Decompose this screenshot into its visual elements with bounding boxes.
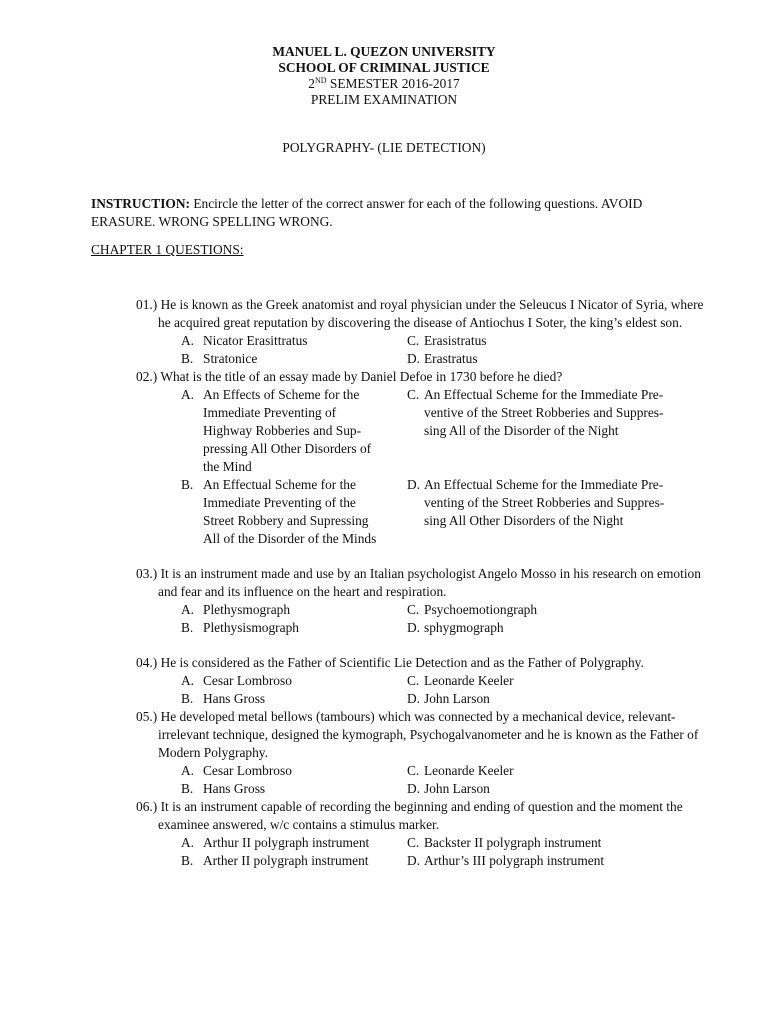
option-letter: D. [407, 781, 421, 796]
option-text: Cesar Lombroso [203, 673, 292, 688]
option-a[interactable] [181, 386, 407, 476]
option-text: John Larson [424, 781, 490, 796]
question-04 [0, 654, 768, 708]
option-letter: A. [181, 763, 195, 778]
question-number: 04.) [136, 655, 158, 670]
option-d[interactable] [407, 476, 687, 548]
semester-number: 2 [308, 76, 315, 91]
option-b[interactable] [181, 476, 407, 548]
option-row [0, 476, 768, 548]
school-name: SCHOOL OF CRIMINAL JUSTICE [278, 60, 490, 75]
option-letter: A. [181, 673, 195, 688]
option-text: Stratonice [203, 351, 258, 366]
question-01 [0, 296, 768, 368]
subject-title: POLYGRAPHY- (LIE DETECTION) [282, 140, 486, 155]
option-d[interactable] [407, 690, 687, 708]
option-text: Erastratus [424, 351, 478, 366]
option-letter: B. [181, 781, 194, 796]
option-c[interactable] [407, 762, 687, 780]
option-letter: C. [407, 763, 420, 778]
option-text: An Effects of Scheme for the Immediate Preventing of Highway Robberies and Sup-pressing All Other Disorders of the Mind [203, 387, 372, 474]
option-a[interactable] [181, 672, 407, 690]
option-b[interactable] [181, 619, 407, 637]
option-text: Erasistratus [424, 333, 487, 348]
option-text: Psychoemotiongraph [424, 602, 538, 617]
question-03 [0, 565, 768, 637]
option-letter: C. [407, 333, 420, 348]
option-row [0, 852, 768, 870]
option-row [0, 672, 768, 690]
option-c[interactable] [407, 834, 687, 852]
option-text: Hans Gross [203, 691, 266, 706]
question-stem [136, 565, 714, 601]
option-letter: D. [407, 620, 421, 635]
question-list [0, 296, 768, 870]
option-letter: D. [407, 853, 421, 868]
option-letter: B. [181, 691, 194, 706]
option-letter: D. [407, 691, 421, 706]
option-a[interactable] [181, 834, 407, 852]
question-text: It is an instrument made and use by an Italian psychologist Angelo Mosso in his research on emotion and fear and its influence on the heart and respiration. [158, 566, 701, 599]
option-letter: A. [181, 333, 195, 348]
question-stem [136, 368, 714, 386]
question-05 [0, 708, 768, 798]
option-text: An Effectual Scheme for the Immediate Preventing of the Street Robbery and Supressing All of the Disorder of the Minds [203, 477, 377, 546]
option-row [0, 690, 768, 708]
option-text: Cesar Lombroso [203, 763, 292, 778]
instruction-text: Encircle the letter of the correct answer for each of the following questions. AVOID ERASURE. WRONG SPELLING WRONG. [91, 196, 643, 229]
option-c[interactable] [407, 672, 687, 690]
option-b[interactable] [181, 780, 407, 798]
option-d[interactable] [407, 619, 687, 637]
option-letter: D. [407, 477, 421, 492]
question-number: 06.) [136, 799, 158, 814]
option-letter: C. [407, 835, 420, 850]
exam-header [0, 44, 768, 108]
question-stem [136, 708, 714, 762]
question-number: 01.) [136, 297, 158, 312]
university-name: MANUEL L. QUEZON UNIVERSITY [272, 44, 496, 59]
chapter-heading: CHAPTER 1 QUESTIONS: [91, 242, 244, 257]
option-text: sphygmograph [424, 620, 504, 635]
question-text: He is known as the Greek anatomist and royal physician under the Seleucus I Nicator of Syria, where he acquired great reputation by discovering the disease of Antiochus I Soter, the king’s eldest son. [158, 297, 704, 330]
question-text: He is considered as the Father of Scientific Lie Detection and as the Father of Polygraphy. [160, 655, 644, 670]
option-b[interactable] [181, 690, 407, 708]
option-letter: B. [181, 477, 194, 492]
question-number: 05.) [136, 709, 158, 724]
option-row [0, 601, 768, 619]
option-text: Arthur’s III polygraph instrument [424, 853, 605, 868]
exam-title: PRELIM EXAMINATION [310, 92, 458, 107]
instruction-label: INSTRUCTION: [91, 196, 190, 211]
option-b[interactable] [181, 852, 407, 870]
semester-text: SEMESTER 2016-2017 [326, 76, 460, 91]
question-stem [136, 798, 714, 834]
option-letter: C. [407, 602, 420, 617]
option-letter: A. [181, 602, 195, 617]
option-text: John Larson [424, 691, 490, 706]
option-c[interactable] [407, 601, 687, 619]
option-text: Backster II polygraph instrument [424, 835, 602, 850]
option-text: An Effectual Scheme for the Immediate Pre-venting of the Street Robberies and Suppres-sing All Other Disorders of the Night [424, 477, 665, 528]
option-row [0, 780, 768, 798]
question-text: What is the title of an essay made by Daniel Defoe in 1730 before he died? [160, 369, 563, 384]
option-text: Nicator Erasittratus [203, 333, 308, 348]
option-letter: A. [181, 835, 195, 850]
option-row [0, 762, 768, 780]
question-stem [136, 296, 714, 332]
option-d[interactable] [407, 780, 687, 798]
question-stem [136, 654, 714, 672]
semester-suffix: ND [314, 76, 327, 85]
option-letter: A. [181, 387, 195, 402]
option-c[interactable] [407, 332, 687, 350]
option-letter: B. [181, 853, 194, 868]
option-row [0, 332, 768, 350]
option-a[interactable] [181, 762, 407, 780]
question-number: 03.) [136, 566, 158, 581]
question-text: It is an instrument capable of recording the beginning and ending of question and the moment the examinee answered, w/c contains a stimulus marker. [158, 799, 683, 832]
option-d[interactable] [407, 350, 687, 368]
option-letter: D. [407, 351, 421, 366]
option-row [0, 350, 768, 368]
option-c[interactable] [407, 386, 687, 476]
option-a[interactable] [181, 332, 407, 350]
option-row [0, 619, 768, 637]
question-number: 02.) [136, 369, 158, 384]
question-06 [0, 798, 768, 870]
semester-line [0, 76, 768, 92]
option-b[interactable] [181, 350, 407, 368]
question-02 [0, 368, 768, 548]
question-text: He developed metal bellows (tambours) which was connected by a mechanical device, relevant-irrelevant technique, designed the kymograph, Psychogalvanometer and he is known as the Father of Modern Polygraphy. [158, 709, 699, 760]
option-row [0, 386, 768, 476]
option-text: Plethysismograph [203, 620, 299, 635]
option-text: Hans Gross [203, 781, 266, 796]
option-text: Leonarde Keeler [424, 673, 514, 688]
option-text: Plethysmograph [203, 602, 291, 617]
option-text: Arther II polygraph instrument [203, 853, 369, 868]
option-letter: C. [407, 673, 420, 688]
option-text: An Effectual Scheme for the Immediate Pre-ventive of the Street Robberies and Suppres-sing All of the Disorder of the Night [424, 387, 664, 438]
instruction-paragraph [91, 195, 691, 231]
option-text: Leonarde Keeler [424, 763, 514, 778]
option-letter: B. [181, 351, 194, 366]
option-letter: B. [181, 620, 194, 635]
option-d[interactable] [407, 852, 687, 870]
option-letter: C. [407, 387, 420, 402]
option-row [0, 834, 768, 852]
option-text: Arthur II polygraph instrument [203, 835, 370, 850]
option-a[interactable] [181, 601, 407, 619]
